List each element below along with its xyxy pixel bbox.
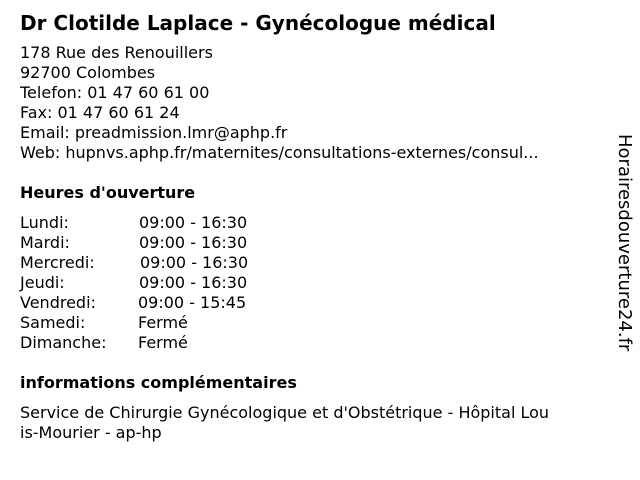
email: Email: preadmission.lmr@aphp.fr	[20, 123, 288, 142]
day-hours: 09:00 - 16:30	[140, 253, 249, 272]
day-hours: 09:00 - 16:30	[139, 273, 248, 292]
page-title: Dr Clotilde Laplace - Gynécologue médical	[20, 11, 496, 35]
day-hours: 09:00 - 16:30	[139, 213, 248, 232]
street-address: 178 Rue des Renouillers	[20, 43, 213, 62]
watermark-text: Horairesdouverture24.fr	[614, 134, 635, 352]
day-hours: 09:00 - 16:30	[139, 233, 248, 252]
day-hours: 09:00 - 15:45	[138, 293, 247, 312]
phone: Telefon: 01 47 60 61 00	[20, 83, 210, 102]
day-label: Dimanche:	[20, 333, 107, 352]
day-hours: Fermé	[138, 333, 188, 352]
city: 92700 Colombes	[20, 63, 156, 82]
day-label: Jeudi:	[20, 273, 65, 292]
day-label: Vendredi:	[20, 293, 96, 312]
day-label: Mardi:	[20, 233, 70, 252]
day-label: Samedi:	[20, 313, 86, 332]
extra-info-heading: informations complémentaires	[20, 373, 297, 392]
watermark	[612, 134, 636, 374]
fax: Fax: 01 47 60 61 24	[20, 103, 180, 122]
extra-info-line: Service de Chirurgie Gynécologique et d'Obstétrique - Hôpital Lou	[20, 403, 550, 422]
contact-block	[20, 43, 539, 163]
day-label: Mercredi:	[20, 253, 95, 272]
extra-info-line: is-Mourier - ap-hp	[20, 423, 162, 442]
day-hours: Fermé	[138, 313, 188, 332]
website: Web: hupnvs.aphp.fr/maternites/consultations-externes/consul...	[20, 143, 539, 162]
hours-heading: Heures d'ouverture	[20, 183, 196, 202]
extra-info-text	[20, 403, 605, 443]
day-label: Lundi:	[20, 213, 69, 232]
